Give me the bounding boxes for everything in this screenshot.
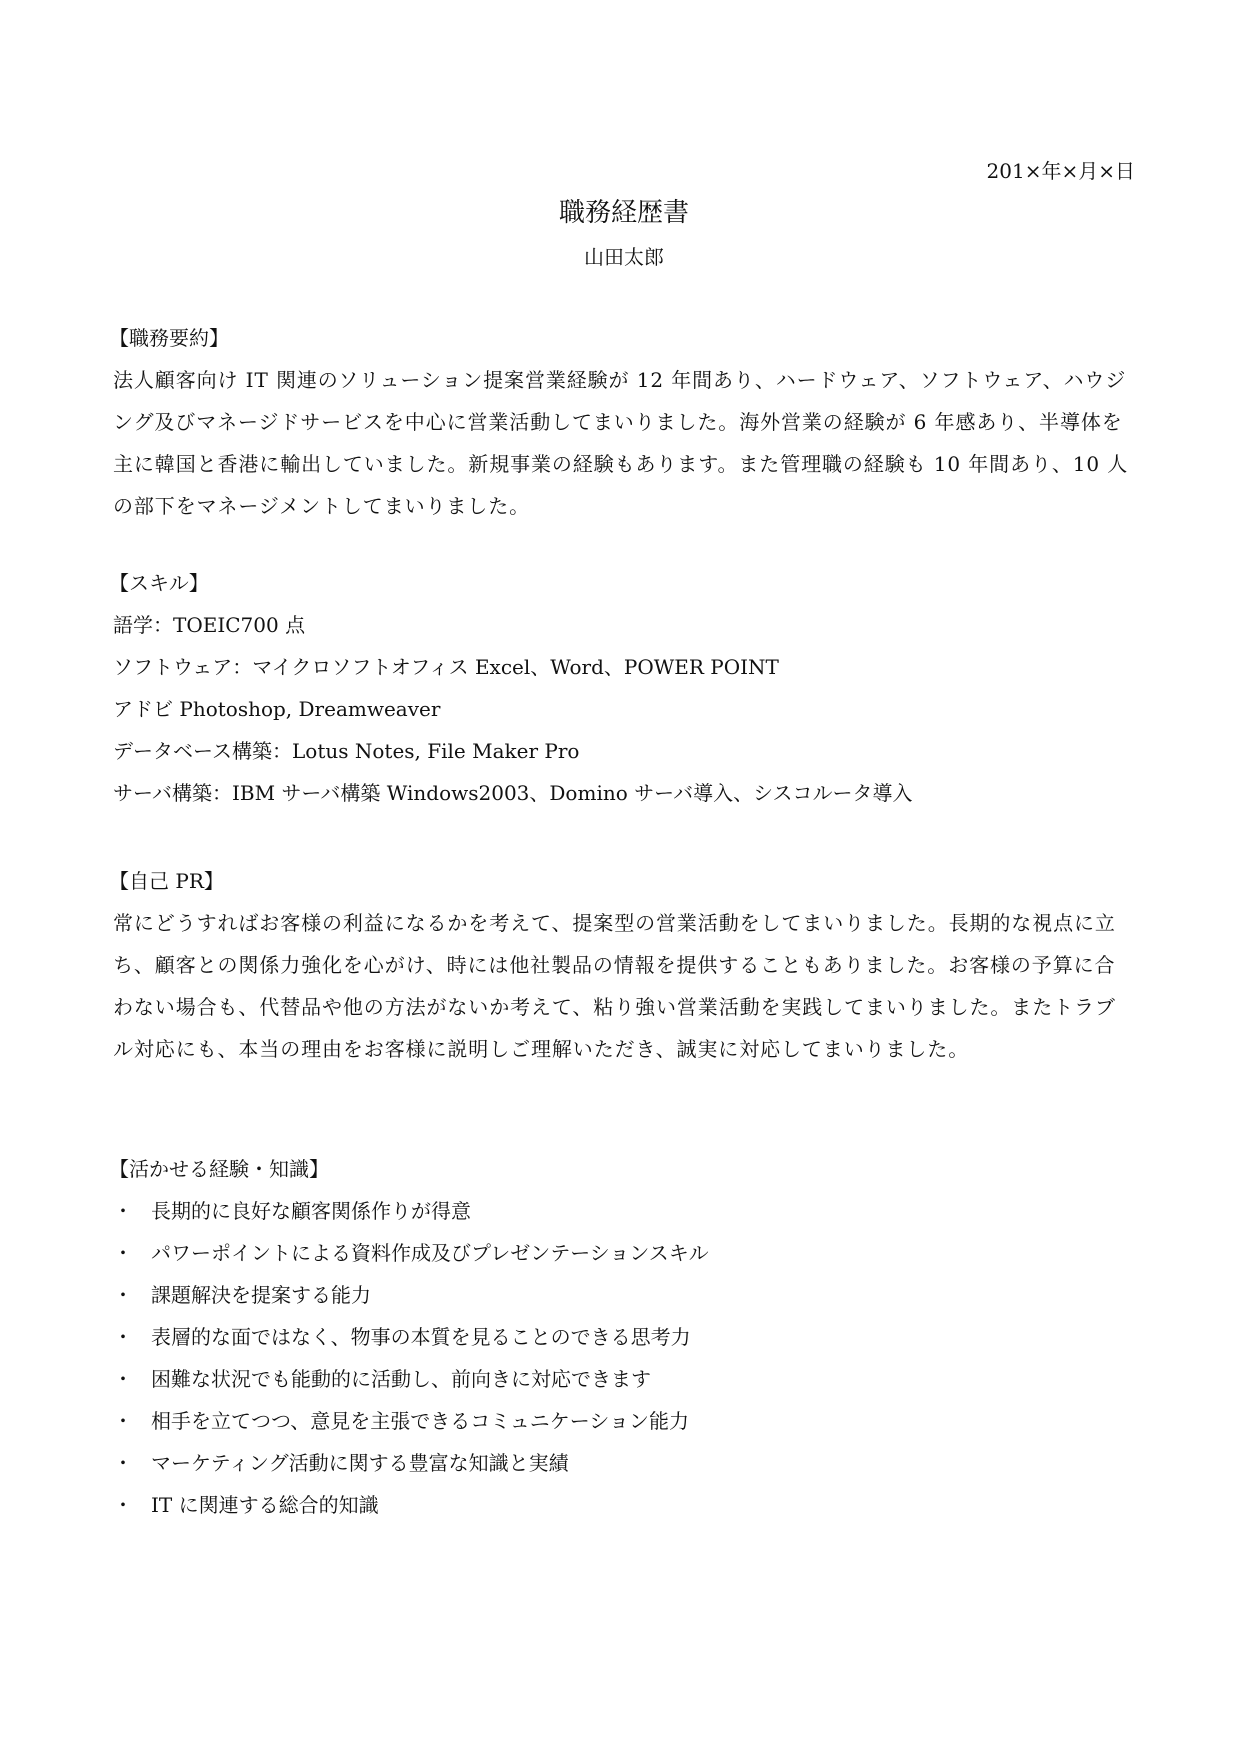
list-item-text: 長期的に良好な顧客関係作りが得意 [151, 1199, 471, 1223]
document-date: 201×年×月×日 [986, 159, 1135, 183]
list-item-text: パワーポイントによる資料作成及びプレゼンテーションスキル [151, 1241, 709, 1265]
bullet-icon: ・ [113, 1199, 133, 1223]
summary-section [109, 325, 1135, 527]
bullet-icon: ・ [113, 1241, 133, 1265]
list-item [113, 1190, 1135, 1232]
experience-list [113, 1190, 1135, 1526]
list-item [113, 1316, 1135, 1358]
skills-heading: 【スキル】 [109, 571, 209, 595]
bullet-icon: ・ [113, 1493, 133, 1517]
bullet-icon: ・ [113, 1409, 133, 1433]
list-item-text: 表層的な面ではなく、物事の本質を見ることのできる思考力 [151, 1325, 691, 1349]
list-item [113, 1484, 1135, 1526]
list-item-text: 課題解決を提案する能力 [151, 1283, 371, 1307]
document-title: 職務経歴書 [558, 198, 689, 228]
bullet-icon: ・ [113, 1451, 133, 1475]
experience-heading: 【活かせる経験・知識】 [109, 1157, 329, 1181]
experience-section [109, 1156, 1135, 1526]
list-item [113, 1358, 1135, 1400]
bullet-icon: ・ [113, 1283, 133, 1307]
skill-item-database: データベース構築：Lotus Notes, File Maker Pro [113, 739, 580, 763]
list-item-text: 困難な状況でも能動的に活動し、前向きに対応できます [151, 1367, 651, 1391]
summary-heading: 【職務要約】 [109, 326, 229, 350]
skill-item-server: サーバ構築：IBM サーバ構築 Windows2003、Domino サーバ導入、シスコルータ導入 [113, 781, 913, 805]
list-item [113, 1442, 1135, 1484]
bullet-icon: ・ [113, 1367, 133, 1391]
pr-section [109, 868, 1135, 1070]
author-name: 山田太郎 [584, 245, 664, 269]
list-item-text: IT に関連する総合的知識 [151, 1493, 379, 1517]
skill-item-language: 語学：TOEIC700 点 [113, 613, 306, 637]
pr-text: 常にどうすればお客様の利益になるかを考えて、提案型の営業活動をしてまいりました。長期的な視点に立ち、顧客との関係力強化を心がけ、時には他社製品の情報を提供することもありました。お客様の予算に合わない場合も、代替品や他の方法がないか考えて、粘り強い営業活動を実践してまいりました。またトラブル対応にも、本当の理由をお客様に説明しご理解いただき、誠実に対応してまいりました。 [113, 911, 1116, 1061]
list-item [113, 1232, 1135, 1274]
skills-section [109, 570, 1135, 814]
summary-text: 法人顧客向け IT 関連のソリューション提案営業経験が 12 年間あり、ハードウェア、ソフトウェア、ハウジング及びマネージドサービスを中心に営業活動してまいりました。海外営業の経験が 6 年感あり、半導体を主に韓国と香港に輸出していました。新規事業の経験もあります。また管理職の経験も 10 年間あり、10 人の部下をマネージメントしてまいりました。 [113, 368, 1129, 518]
list-item-text: マーケティング活動に関する豊富な知識と実績 [151, 1451, 569, 1475]
skill-item-software: ソフトウェア：マイクロソフトオフィス Excel、Word、POWER POINT [113, 655, 779, 679]
list-item [113, 1400, 1135, 1442]
list-item [113, 1274, 1135, 1316]
list-item-text: 相手を立てつつ、意見を主張できるコミュニケーション能力 [151, 1409, 689, 1433]
skill-item-adobe: アドビ Photoshop, Dreamweaver [113, 697, 441, 721]
bullet-icon: ・ [113, 1325, 133, 1349]
pr-heading: 【自己 PR】 [109, 869, 224, 893]
